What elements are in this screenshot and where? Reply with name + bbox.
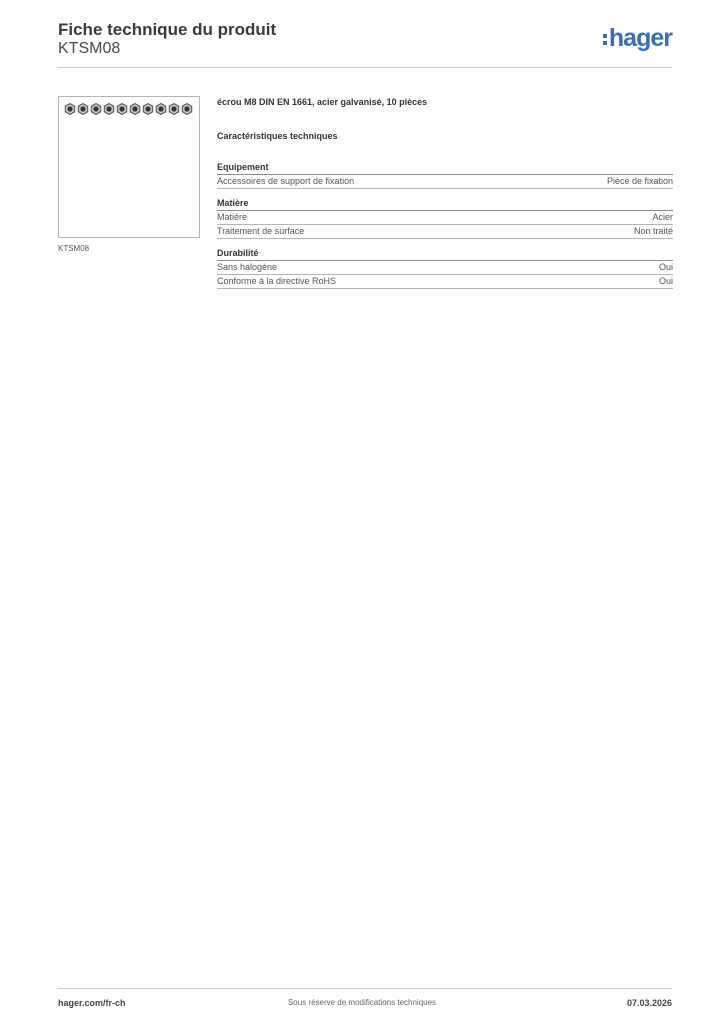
spec-row [217, 275, 673, 289]
logo-dots-icon [603, 34, 607, 45]
hex-nuts-image-icon [64, 103, 193, 115]
spec-value: Oui [658, 262, 673, 272]
spec-row [217, 175, 673, 189]
section-equipement [217, 153, 673, 189]
spec-label: Conforme à la directive RoHS [217, 276, 337, 286]
product-image-caption: KTSM08 [58, 244, 90, 253]
spec-row [217, 261, 673, 275]
footer-divider [58, 988, 672, 989]
product-image [58, 96, 200, 238]
spec-label: Matière [217, 212, 248, 222]
header-divider [58, 67, 672, 68]
footer-date: 07.03.2026 [626, 998, 672, 1008]
spec-label: Sans halogène [217, 262, 278, 272]
hex-nut-icon [181, 103, 193, 115]
spec-label: Traitement de surface [217, 226, 305, 236]
spec-value: Oui [658, 276, 673, 286]
product-details [217, 96, 673, 289]
spec-value: Pièce de fixation [606, 176, 673, 186]
section-durabilite [217, 239, 673, 289]
hex-nut-icon [168, 103, 180, 115]
page-title: Fiche technique du produit [58, 20, 277, 39]
hex-nut-icon [103, 103, 115, 115]
logo-text: hager [608, 24, 672, 52]
spec-label: Accessoires de support de fixation [217, 176, 355, 186]
footer-note: Sous réserve de modifications techniques [287, 998, 437, 1007]
hager-logo[interactable] [603, 26, 672, 51]
characteristics-heading: Caractéristiques techniques [217, 131, 338, 141]
spec-row [217, 211, 673, 225]
hex-nut-icon [116, 103, 128, 115]
hex-nut-icon [129, 103, 141, 115]
hex-nut-icon [90, 103, 102, 115]
section-title: Equipement [217, 153, 673, 175]
footer-website-link[interactable]: hager.com/fr-ch [58, 998, 126, 1008]
section-title: Matière [217, 189, 673, 211]
spec-value: Non traité [633, 226, 673, 236]
hex-nut-icon [64, 103, 76, 115]
hex-nut-icon [142, 103, 154, 115]
section-matiere [217, 189, 673, 239]
product-reference: KTSM08 [58, 40, 121, 57]
hex-nut-icon [155, 103, 167, 115]
section-title: Durabilité [217, 239, 673, 261]
spec-row [217, 225, 673, 239]
hex-nut-icon [77, 103, 89, 115]
product-description: écrou M8 DIN EN 1661, acier galvanisé, 10 pièces [217, 97, 428, 107]
spec-value: Acier [652, 212, 673, 222]
